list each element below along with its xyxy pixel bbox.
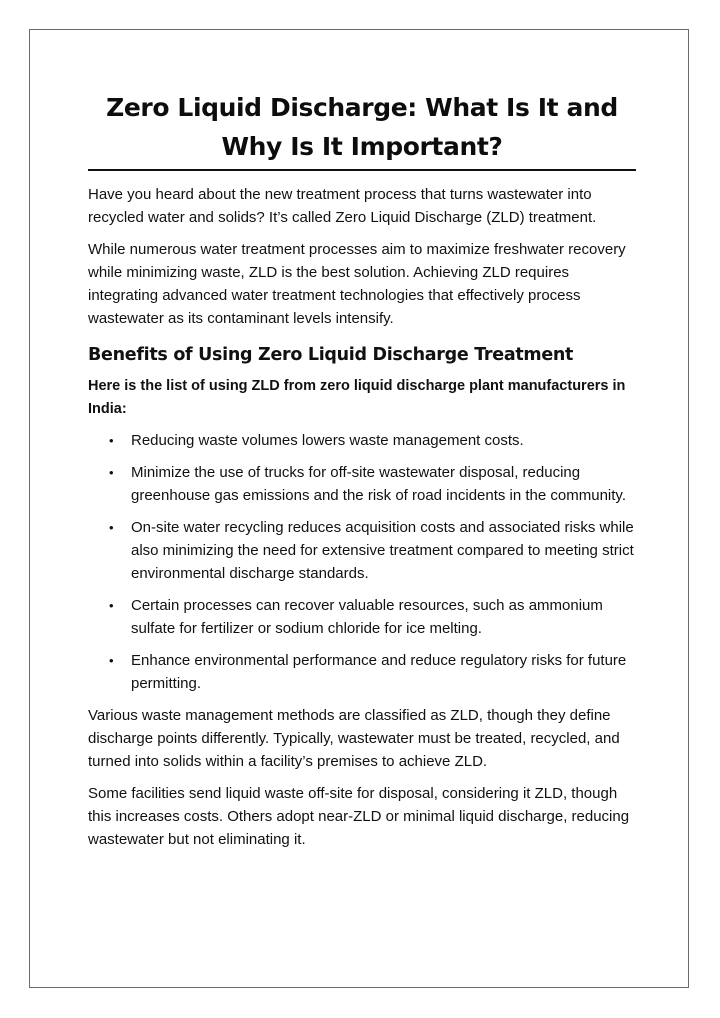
intro-paragraph-2: While numerous water treatment processes aim to maximize freshwater recovery while minimizing waste, ZLD is the best solution. Achieving ZLD requires integrating advanced water treatment technologies that effectively process wastewater as its contaminant levels intensify. [88,241,626,327]
intro-paragraph-1: Have you heard about the new treatment process that turns wastewater into recycled water and solids? It’s called Zero Liquid Discharge (ZLD) treatment. [88,186,597,226]
list-item [88,516,636,585]
benefits-heading: Benefits of Using Zero Liquid Discharge Treatment [88,345,574,365]
bullet-icon: • [109,433,114,448]
benefits-lead: Here is the list of using ZLD from zero liquid discharge plant manufacturers in India: [88,378,626,417]
benefits-list [88,429,636,695]
list-item [88,649,636,695]
list-item-text: Minimize the use of trucks for off-site wastewater disposal, reducing greenhouse gas emissions and the risk of road incidents in the community. [131,464,626,504]
bullet-icon: • [109,598,114,613]
list-item-text: Certain processes can recover valuable resources, such as ammonium sulfate for fertilizer or sodium chloride for ice melting. [131,597,603,637]
list-item-text: Enhance environmental performance and reduce regulatory risks for future permitting. [131,652,627,692]
document-title: Zero Liquid Discharge: What Is It and Why Is It Important? [88,88,636,171]
document-body [88,88,636,851]
bullet-icon: • [109,465,114,480]
bullet-icon: • [109,520,114,535]
list-item-text: Reducing waste volumes lowers waste management costs. [131,432,524,449]
closing-paragraph-2: Some facilities send liquid waste off-site for disposal, considering it ZLD, though this increases costs. Others adopt near-ZLD or minimal liquid discharge, reducing wastewater but not eliminating it. [88,785,630,848]
list-item-text: On-site water recycling reduces acquisition costs and associated risks while also minimizing the need for extensive treatment compared to meeting strict environmental discharge standards. [131,519,634,582]
list-item [88,461,636,507]
closing-paragraph-1: Various waste management methods are classified as ZLD, though they define discharge points differently. Typically, wastewater must be treated, recycled, and turned into solids within a facility’s premises to achieve ZLD. [88,707,620,770]
list-item [88,594,636,640]
bullet-icon: • [109,653,114,668]
list-item [88,429,636,452]
